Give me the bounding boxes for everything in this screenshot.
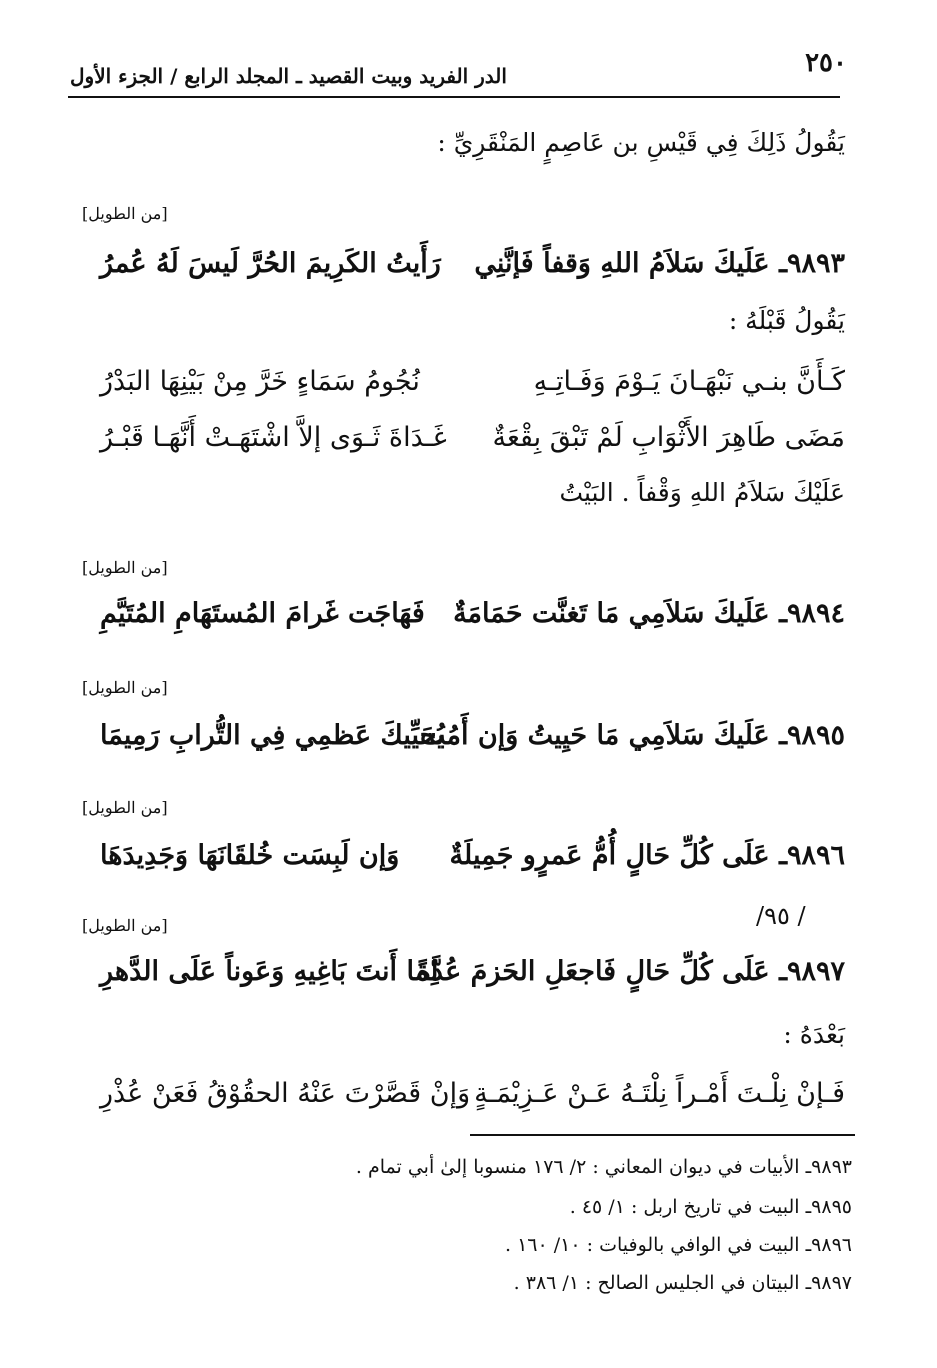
verse-line	[0, 840, 937, 880]
meter-label: [من الطويل]	[82, 204, 168, 223]
verse-line	[0, 366, 937, 406]
second-hemistich: فَهَاجَت غَرامَ المُستَهَامِ المُتَيَّمِ	[100, 598, 425, 629]
meter-label: [من الطويل]	[82, 678, 168, 697]
second-hemistich: وَإنْ قَصَّرْتَ عَنْهُ الحقُوْقُ فَعَنْ عُذْرِ	[100, 1078, 471, 1109]
second-hemistich: نُجُومُ سَمَاءٍ خَرَّ مِنْ بَيْنِهَا البَدْرُ	[100, 366, 420, 397]
verse-line	[0, 598, 937, 638]
second-hemistich: غَـدَاةَ ثَـوَى إلاَّ اشْتَهَـتْ أَنَّهَـا قَبْـرُ	[100, 422, 447, 453]
first-hemistich: كَـأَنَّ بنـي نَبْهَـانَ يَـوْمَ وَفَـاتِـهِ	[533, 366, 845, 397]
meter-label: [من الطويل]	[82, 916, 168, 935]
second-hemistich: يُحَيِّيكَ عَظمِي فِي التُّرابِ رَمِيمَا	[100, 720, 445, 751]
page-number: ٢٥٠	[805, 48, 847, 78]
verse-lead: بَعْدَهُ :	[783, 1020, 845, 1049]
verse-line	[0, 248, 937, 288]
first-hemistich: مَضَى طَاهِرَ الأَثْوَابِ لَمْ تَبْقَ بِقْعَةٌ	[492, 422, 845, 453]
footnote: ٩٨٩٧ـ البيتان في الجليس الصالح : ١/ ٣٨٦ .	[513, 1272, 852, 1294]
footnote: ٩٨٩٣ـ الأبيات في ديوان المعاني : ٢/ ١٧٦ منسوبا إلىٰ أبي تمام .	[355, 1156, 852, 1178]
footnote: ٩٨٩٥ـ البيت في تاريخ اربل : ١/ ٤٥ .	[569, 1196, 852, 1218]
verse-line	[0, 956, 937, 996]
first-hemistich: فَـإنْ نِلْـتَ أَمْـراً نِلْتَـهُ عَـنْ عَـزِيْمَـةٍ	[474, 1078, 845, 1109]
running-title: الدر الفريد وبيت القصيد ـ المجلد الرابع / الجزء الأول	[70, 64, 507, 88]
second-hemistich: رَأَيتُ الكَرِيمَ الحُرَّ لَيسَ لَهُ عُمرُ	[100, 248, 441, 279]
verse-line	[0, 720, 937, 760]
intro-text: يَقُولُ ذَلِكَ فِي قَيْسِ بن عَاصِمٍ المَنْقَرِيِّ :	[437, 128, 845, 157]
first-hemistich: ٩٨٩٣ـ عَلَيكَ سَلاَمُ اللهِ وَقفاً فَإنَّنِي	[474, 248, 845, 279]
second-hemistich: وَإن لَبِسَت خُلقَانَهَا وَجَدِيدَهَا	[100, 840, 400, 871]
verse-line	[0, 422, 937, 462]
header-rule	[68, 96, 840, 98]
verse-line	[0, 1078, 937, 1118]
first-hemistich: ٩٨٩٤ـ عَلَيكَ سَلاَمِي مَا تَغنَّت حَمَامَةٌ	[453, 598, 845, 629]
meter-label: [من الطويل]	[82, 558, 168, 577]
footnote-rule	[470, 1134, 855, 1136]
footnote: ٩٨٩٦ـ البيت في الوافي بالوفيات : ١٠/ ١٦٠ .	[505, 1234, 852, 1256]
second-hemistich: لِما أَنتَ بَاغِيهِ وَعَوناً عَلَى الدَّهرِ	[100, 956, 439, 987]
first-hemistich: ٩٨٩٥ـ عَلَيكَ سَلاَمِي مَا حَيِيتُ وَإن أَمُت	[419, 720, 845, 751]
verse-lead: يَقُولُ قَبْلَهُ :	[728, 306, 845, 335]
verse-closing: عَلَيْكَ سَلاَمُ اللهِ وَقْفاً . البَيْتُ	[559, 478, 845, 507]
first-hemistich: ٩٨٩٦ـ عَلَى كُلِّ حَالٍ أُمُّ عَمرٍو جَمِيلَةٌ	[449, 840, 845, 871]
meter-label: [من الطويل]	[82, 798, 168, 817]
page-reference: / ٩٥/	[756, 902, 806, 930]
first-hemistich: ٩٨٩٧ـ عَلَى كُلِّ حَالٍ فَاجعَلِ الحَزمَ عُدَّةً	[416, 956, 845, 987]
